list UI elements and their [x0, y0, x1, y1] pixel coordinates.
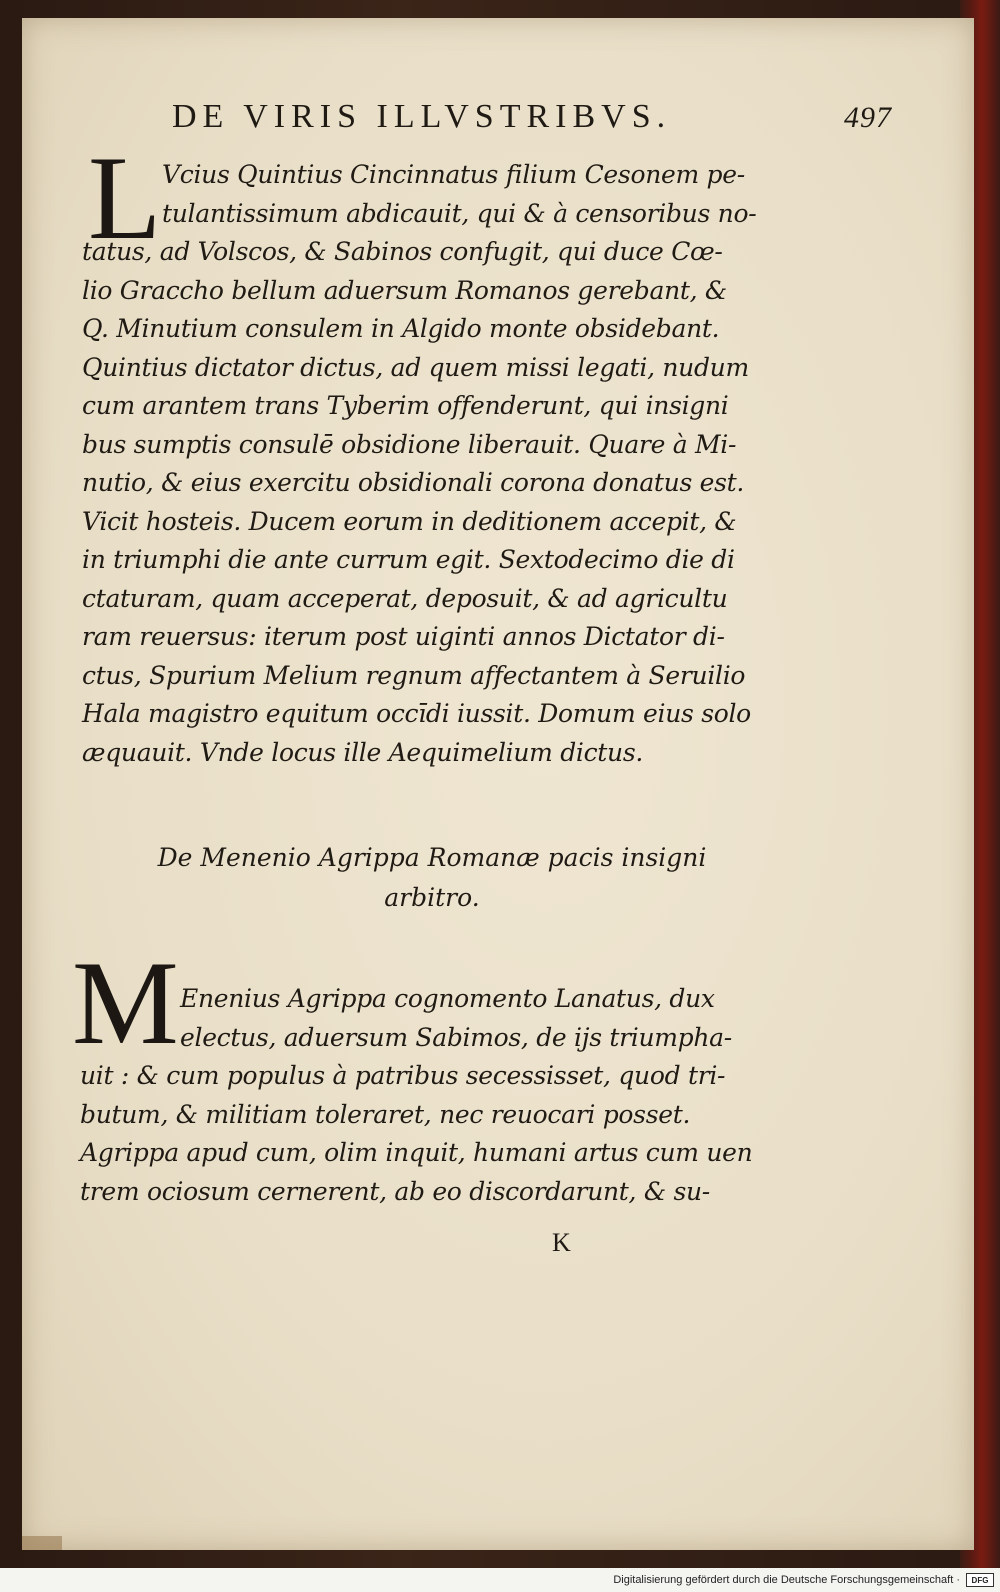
- drop-cap-m: M: [72, 936, 179, 1069]
- drop-cap-l: L: [88, 131, 162, 264]
- text-line: tatus, ad Volscos, & Sabinos confugit, qui duce Cœ-: [82, 237, 723, 266]
- text-line: Q. Minutium consulem in Algido monte obsidebant.: [82, 314, 720, 343]
- text-line: in triumphi die ante currum egit. Sextodecimo die di: [82, 545, 735, 574]
- text-line: Vicit hosteis. Ducem eorum in deditionem accepit, &: [82, 506, 737, 536]
- footer-credit: Digitalisierung gefördert durch die Deutsche Forschungsgemeinschaft ·: [613, 1574, 960, 1586]
- section-heading-line: De Menenio Agrippa Romanæ pacis insigni: [157, 843, 707, 872]
- text-line: Agrippa apud cum, olim inquit, humani artus cum uen: [80, 1138, 753, 1167]
- running-head: [172, 98, 892, 136]
- text-line: Enenius Agrippa cognomento Lanatus, dux: [180, 984, 715, 1013]
- text-line: ram reuersus: iterum post uiginti annos Dictator di-: [82, 622, 725, 651]
- text-line: ctus, Spurium Melium regnum affectantem à Seruilio: [82, 660, 746, 690]
- text-line: bus sumptis consulē obsidione liberauit. Quare à Mi-: [82, 429, 737, 459]
- text-line: Quintius dictator dictus, ad quem missi legati, nudum: [82, 352, 749, 382]
- text-line: cum arantem trans Tyberim offenderunt, qui insigni: [82, 391, 729, 420]
- text-line: trem ociosum cernerent, ab eo discordarunt, & su-: [80, 1176, 710, 1206]
- text-line: butum, & militiam toleraret, nec reuocari posset.: [80, 1099, 691, 1129]
- text-line: Vcius Quintius Cincinnatus filium Cesonem pe-: [162, 160, 745, 189]
- dfg-logo-icon[interactable]: DFG: [966, 1573, 994, 1587]
- text-line: electus, aduersum Sabimos, de ijs triumpha-: [180, 1022, 732, 1052]
- book-page: [22, 18, 974, 1550]
- section-heading: [122, 838, 742, 918]
- footer-bar: [0, 1568, 1000, 1592]
- page-number: 497: [844, 101, 892, 134]
- text-line: lio Graccho bellum aduersum Romanos gerebant, &: [82, 275, 727, 305]
- running-head-title: DE VIRIS ILLVSTRIBVS.: [172, 98, 672, 135]
- section-heading-line: arbitro.: [384, 883, 480, 912]
- page-edge-strip: [22, 1536, 62, 1550]
- text-line: nutio, & eius exercitu obsidionali corona donatus est.: [82, 468, 745, 497]
- text-line: tulantissimum abdicauit, qui & à censoribus no-: [162, 198, 757, 228]
- text-line: uit : & cum populus à patribus secessisset, quod tri-: [80, 1061, 726, 1090]
- text-line: ctaturam, quam acceperat, deposuit, & ad agricultu: [82, 583, 728, 613]
- text-line: Hala magistro equitum occīdi iussit. Domum eius solo: [82, 699, 751, 728]
- text-line: æquauit. Vnde locus ille Aequimelium dictus.: [82, 737, 644, 767]
- catchword: K: [552, 1228, 571, 1257]
- paragraph-cincinnatus: [82, 156, 882, 772]
- page-content: [22, 18, 974, 1550]
- paragraph-menenius: [80, 980, 880, 1211]
